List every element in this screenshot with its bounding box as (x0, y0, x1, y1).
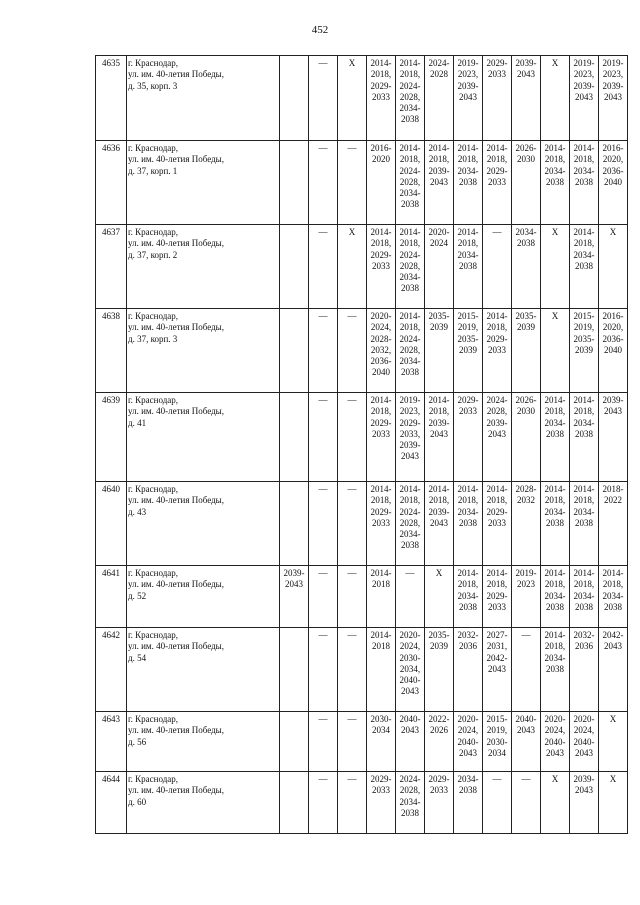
period-cell: 2040- 2043 (396, 712, 425, 772)
period-cell (280, 309, 309, 393)
period-cell: X (338, 225, 367, 309)
period-cell: — (512, 772, 541, 834)
period-cell: 2014- 2018, 2034- 2038 (570, 225, 599, 309)
address-line: ул. им. 40-летия Победы, (128, 579, 224, 590)
period-cell: 2019- 2023 (512, 566, 541, 628)
table-row (96, 566, 628, 628)
period-cell: — (512, 628, 541, 712)
table-body (96, 56, 628, 834)
period-cell: 2019- 2023, 2039- 2043 (570, 56, 599, 141)
period-cell: 2014- 2018, 2034- 2038 (541, 628, 570, 712)
period-cell (280, 628, 309, 712)
address-line: д. 37, корп. 2 (128, 249, 178, 260)
period-cell: 2014- 2018, 2034- 2038 (570, 482, 599, 566)
row-number: 4640 (96, 482, 127, 566)
period-cell: 2014- 2018, 2034- 2038 (454, 566, 483, 628)
period-cell: — (338, 141, 367, 225)
period-cell: 2014- 2018, 2034- 2038 (541, 482, 570, 566)
address-line: ул. им. 40-летия Победы, (128, 785, 224, 796)
address-line: г. Краснодар, (128, 395, 179, 405)
period-cell: 2032- 2036 (570, 628, 599, 712)
period-cell: — (396, 566, 425, 628)
address-line: д. 41 (128, 417, 147, 428)
address-line: ул. им. 40-летия Победы, (128, 725, 224, 736)
address-line: д. 60 (128, 796, 147, 807)
period-cell: 2042- 2043 (599, 628, 628, 712)
row-number: 4639 (96, 393, 127, 482)
period-cell: — (309, 482, 338, 566)
period-cell: X (599, 225, 628, 309)
period-cell: 2014- 2018, 2034- 2038 (541, 393, 570, 482)
period-cell: X (541, 56, 570, 141)
period-cell: 2014- 2018, 2034- 2038 (454, 482, 483, 566)
address-line: д. 52 (128, 590, 147, 601)
period-cell: — (338, 712, 367, 772)
period-cell: 2039- 2043 (570, 772, 599, 834)
period-cell: 2020- 2024, 2040- 2043 (541, 712, 570, 772)
table-row (96, 141, 628, 225)
address-cell (127, 225, 280, 309)
period-cell (280, 772, 309, 834)
period-cell: 2014- 2018, 2039- 2043 (425, 141, 454, 225)
address-line: г. Краснодар, (128, 568, 179, 578)
table-row (96, 772, 628, 834)
period-cell: — (338, 482, 367, 566)
address-line: г. Краснодар, (128, 630, 179, 640)
address-line: ул. им. 40-летия Победы, (128, 322, 224, 333)
period-cell: 2014- 2018, 2034- 2038 (570, 141, 599, 225)
period-cell: — (309, 225, 338, 309)
address-cell (127, 712, 280, 772)
period-cell: 2028- 2032 (512, 482, 541, 566)
address-line: г. Краснодар, (128, 227, 179, 237)
period-cell: — (309, 628, 338, 712)
period-cell: — (309, 712, 338, 772)
period-cell: — (309, 56, 338, 141)
period-cell: 2035- 2039 (512, 309, 541, 393)
period-cell: X (338, 56, 367, 141)
period-cell: 2024- 2028, 2039- 2043 (483, 393, 512, 482)
period-cell: 2014- 2018, 2024- 2028, 2034- 2038 (396, 56, 425, 141)
period-cell (280, 225, 309, 309)
row-number: 4644 (96, 772, 127, 834)
table-row (96, 225, 628, 309)
period-cell: — (338, 772, 367, 834)
period-cell: 2034- 2038 (454, 772, 483, 834)
period-cell: 2014- 2018, 2034- 2038 (541, 141, 570, 225)
address-line: д. 54 (128, 652, 147, 663)
address-line: г. Краснодар, (128, 143, 179, 153)
period-cell: 2014- 2018, 2029- 2033 (483, 482, 512, 566)
table-row (96, 309, 628, 393)
row-number: 4636 (96, 141, 127, 225)
address-line: г. Краснодар, (128, 774, 179, 784)
period-cell: 2029- 2033 (454, 393, 483, 482)
row-number: 4641 (96, 566, 127, 628)
address-line: д. 43 (128, 506, 147, 517)
address-line: ул. им. 40-летия Победы, (128, 406, 224, 417)
row-number: 4637 (96, 225, 127, 309)
period-cell: 2014- 2018, 2034- 2038 (570, 566, 599, 628)
period-cell: 2019- 2023, 2029- 2033, 2039- 2043 (396, 393, 425, 482)
period-cell: X (541, 772, 570, 834)
period-cell: 2039- 2043 (512, 56, 541, 141)
period-cell: 2029- 2033 (483, 56, 512, 141)
address-line: г. Краснодар, (128, 484, 179, 494)
period-cell: 2014- 2018, 2024- 2028, 2034- 2038 (396, 141, 425, 225)
period-cell: 2020- 2024, 2040- 2043 (570, 712, 599, 772)
address-line: д. 56 (128, 736, 147, 747)
row-number: 4643 (96, 712, 127, 772)
repair-schedule-table (95, 55, 628, 834)
address-cell (127, 772, 280, 834)
period-cell: 2019- 2023, 2039- 2043 (454, 56, 483, 141)
period-cell: 2014- 2018, 2034- 2038 (454, 141, 483, 225)
address-line: д. 35, корп. 3 (128, 80, 178, 91)
period-cell: — (483, 225, 512, 309)
period-cell: 2015- 2019, 2035- 2039 (454, 309, 483, 393)
table-row (96, 56, 628, 141)
period-cell: 2024- 2028 (425, 56, 454, 141)
period-cell: 2030- 2034 (367, 712, 396, 772)
period-cell: X (541, 309, 570, 393)
address-cell (127, 141, 280, 225)
address-line: ул. им. 40-летия Победы, (128, 495, 224, 506)
period-cell: 2032- 2036 (454, 628, 483, 712)
row-number: 4642 (96, 628, 127, 712)
period-cell: 2020- 2024, 2028- 2032, 2036- 2040 (367, 309, 396, 393)
period-cell: — (309, 141, 338, 225)
page-number: 452 (311, 24, 329, 36)
period-cell: — (338, 566, 367, 628)
period-cell: 2014- 2018, 2034- 2038 (541, 566, 570, 628)
period-cell: 2014- 2018 (367, 628, 396, 712)
period-cell: 2020- 2024, 2040- 2043 (454, 712, 483, 772)
period-cell: 2015- 2019, 2035- 2039 (570, 309, 599, 393)
address-cell (127, 628, 280, 712)
period-cell: — (338, 309, 367, 393)
period-cell: 2014- 2018, 2024- 2028, 2034- 2038 (396, 225, 425, 309)
period-cell (280, 56, 309, 141)
table-row (96, 393, 628, 482)
address-line: ул. им. 40-летия Победы, (128, 154, 224, 165)
period-cell: 2016- 2020, 2036- 2040 (599, 309, 628, 393)
period-cell: 2039- 2043 (280, 566, 309, 628)
period-cell: — (309, 566, 338, 628)
period-cell (280, 393, 309, 482)
period-cell: 2020- 2024, 2030- 2034, 2040- 2043 (396, 628, 425, 712)
period-cell: 2040- 2043 (512, 712, 541, 772)
period-cell: 2026- 2030 (512, 141, 541, 225)
period-cell: — (309, 772, 338, 834)
period-cell (280, 141, 309, 225)
period-cell: 2014- 2018, 2029- 2033 (483, 141, 512, 225)
period-cell: X (425, 566, 454, 628)
period-cell: 2029- 2033 (425, 772, 454, 834)
row-number: 4635 (96, 56, 127, 141)
address-line: ул. им. 40-летия Победы, (128, 238, 224, 249)
period-cell: 2016- 2020 (367, 141, 396, 225)
period-cell: 2027- 2031, 2042- 2043 (483, 628, 512, 712)
address-line: ул. им. 40-летия Победы, (128, 641, 224, 652)
period-cell: X (599, 712, 628, 772)
period-cell: 2014- 2018, 2039- 2043 (425, 393, 454, 482)
period-cell: 2014- 2018, 2029- 2033 (367, 56, 396, 141)
table-row (96, 628, 628, 712)
period-cell: 2014- 2018, 2029- 2033 (483, 309, 512, 393)
period-cell: 2034- 2038 (512, 225, 541, 309)
period-cell: 2035- 2039 (425, 628, 454, 712)
period-cell: 2022- 2026 (425, 712, 454, 772)
period-cell: — (338, 628, 367, 712)
period-cell: 2014- 2018, 2029- 2033 (483, 566, 512, 628)
period-cell: 2035- 2039 (425, 309, 454, 393)
address-cell (127, 482, 280, 566)
period-cell: 2019- 2023, 2039- 2043 (599, 56, 628, 141)
table-row (96, 482, 628, 566)
address-line: г. Краснодар, (128, 311, 179, 321)
period-cell: 2015- 2019, 2030- 2034 (483, 712, 512, 772)
period-cell: 2014- 2018, 2034- 2038 (454, 225, 483, 309)
period-cell: 2014- 2018, 2024- 2028, 2034- 2038 (396, 482, 425, 566)
period-cell: X (541, 225, 570, 309)
period-cell: 2039- 2043 (599, 393, 628, 482)
address-line: г. Краснодар, (128, 714, 179, 724)
period-cell: 2014- 2018, 2029- 2033 (367, 393, 396, 482)
period-cell: 2014- 2018, 2039- 2043 (425, 482, 454, 566)
period-cell (280, 712, 309, 772)
period-cell: 2018- 2022 (599, 482, 628, 566)
address-cell (127, 566, 280, 628)
period-cell: 2014- 2018, 2034- 2038 (599, 566, 628, 628)
period-cell: — (338, 393, 367, 482)
period-cell: 2014- 2018 (367, 566, 396, 628)
period-cell: 2029- 2033 (367, 772, 396, 834)
period-cell: 2014- 2018, 2029- 2033 (367, 225, 396, 309)
period-cell: — (309, 309, 338, 393)
period-cell: 2014- 2018, 2029- 2033 (367, 482, 396, 566)
address-line: ул. им. 40-летия Победы, (128, 69, 224, 80)
address-line: д. 37, корп. 3 (128, 333, 178, 344)
address-cell (127, 56, 280, 141)
period-cell: 2014- 2018, 2024- 2028, 2034- 2038 (396, 309, 425, 393)
period-cell: 2024- 2028, 2034- 2038 (396, 772, 425, 834)
address-line: г. Краснодар, (128, 58, 179, 68)
period-cell (280, 482, 309, 566)
address-line: д. 37, корп. 1 (128, 165, 178, 176)
period-cell: 2016- 2020, 2036- 2040 (599, 141, 628, 225)
period-cell: X (599, 772, 628, 834)
period-cell: — (483, 772, 512, 834)
row-number: 4638 (96, 309, 127, 393)
address-cell (127, 309, 280, 393)
address-cell (127, 393, 280, 482)
period-cell: 2026- 2030 (512, 393, 541, 482)
table-row (96, 712, 628, 772)
period-cell: 2020- 2024 (425, 225, 454, 309)
period-cell: — (309, 393, 338, 482)
period-cell: 2014- 2018, 2034- 2038 (570, 393, 599, 482)
